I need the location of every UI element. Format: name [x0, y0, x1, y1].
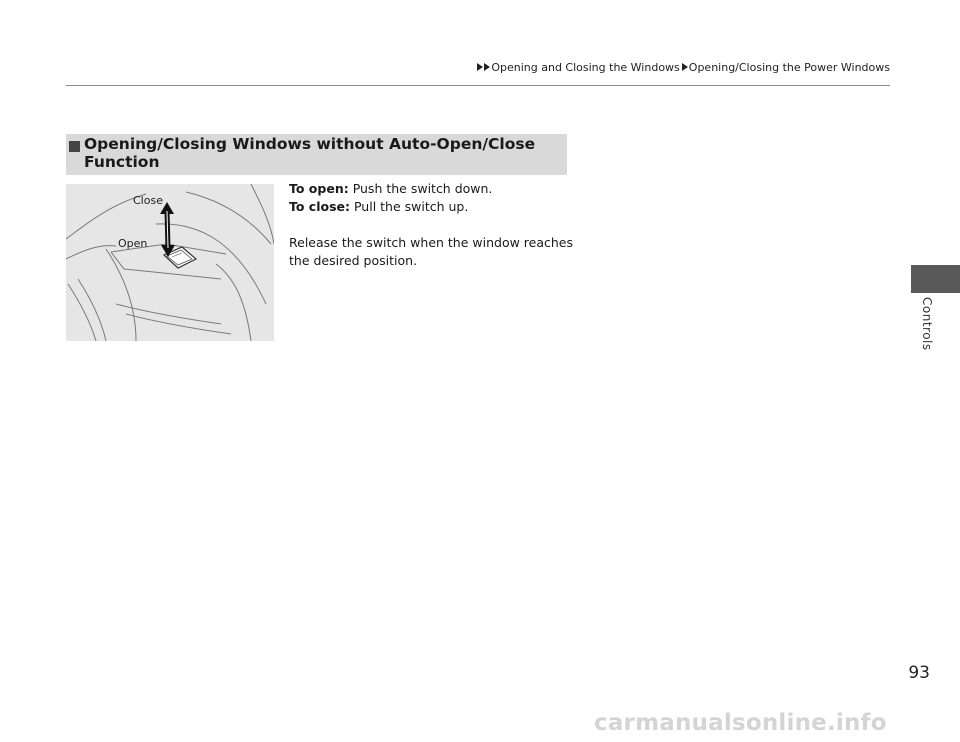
page-number: 93: [908, 663, 930, 683]
instructions: [289, 180, 579, 270]
breadcrumb-arrow-icon: [484, 63, 490, 71]
release-instruction: Release the switch when the window reaches the desired position.: [289, 235, 574, 268]
open-instruction-text: Push the switch down.: [348, 181, 493, 196]
open-instruction-label: To open:: [289, 181, 349, 196]
header-divider: [66, 85, 890, 86]
watermark: carmanualsonline.info: [594, 710, 887, 736]
open-label: Open: [118, 237, 148, 250]
section-header: [66, 134, 567, 175]
window-switch-illustration: [66, 184, 274, 341]
breadcrumb-level-1[interactable]: Opening and Closing the Windows: [491, 61, 680, 74]
section-title: Opening/Closing Windows without Auto-Open/Close Function: [84, 135, 536, 171]
breadcrumb-level-2[interactable]: Opening/Closing the Power Windows: [688, 61, 890, 74]
open-instruction: [289, 180, 579, 198]
close-label: Close: [133, 194, 163, 207]
close-instruction-label: To close:: [289, 199, 351, 214]
breadcrumb: [0, 61, 890, 74]
chapter-tab[interactable]: [911, 265, 960, 293]
paragraph-gap: [289, 216, 579, 234]
section-bullet-icon: [69, 141, 80, 152]
chapter-tab-label: Controls: [920, 297, 934, 351]
switch-drawing: [66, 184, 274, 341]
close-instruction: [289, 198, 579, 216]
breadcrumb-arrow-icon: [682, 63, 688, 71]
breadcrumb-arrow-icon: [477, 63, 483, 71]
close-instruction-text: Pull the switch up.: [350, 199, 469, 214]
